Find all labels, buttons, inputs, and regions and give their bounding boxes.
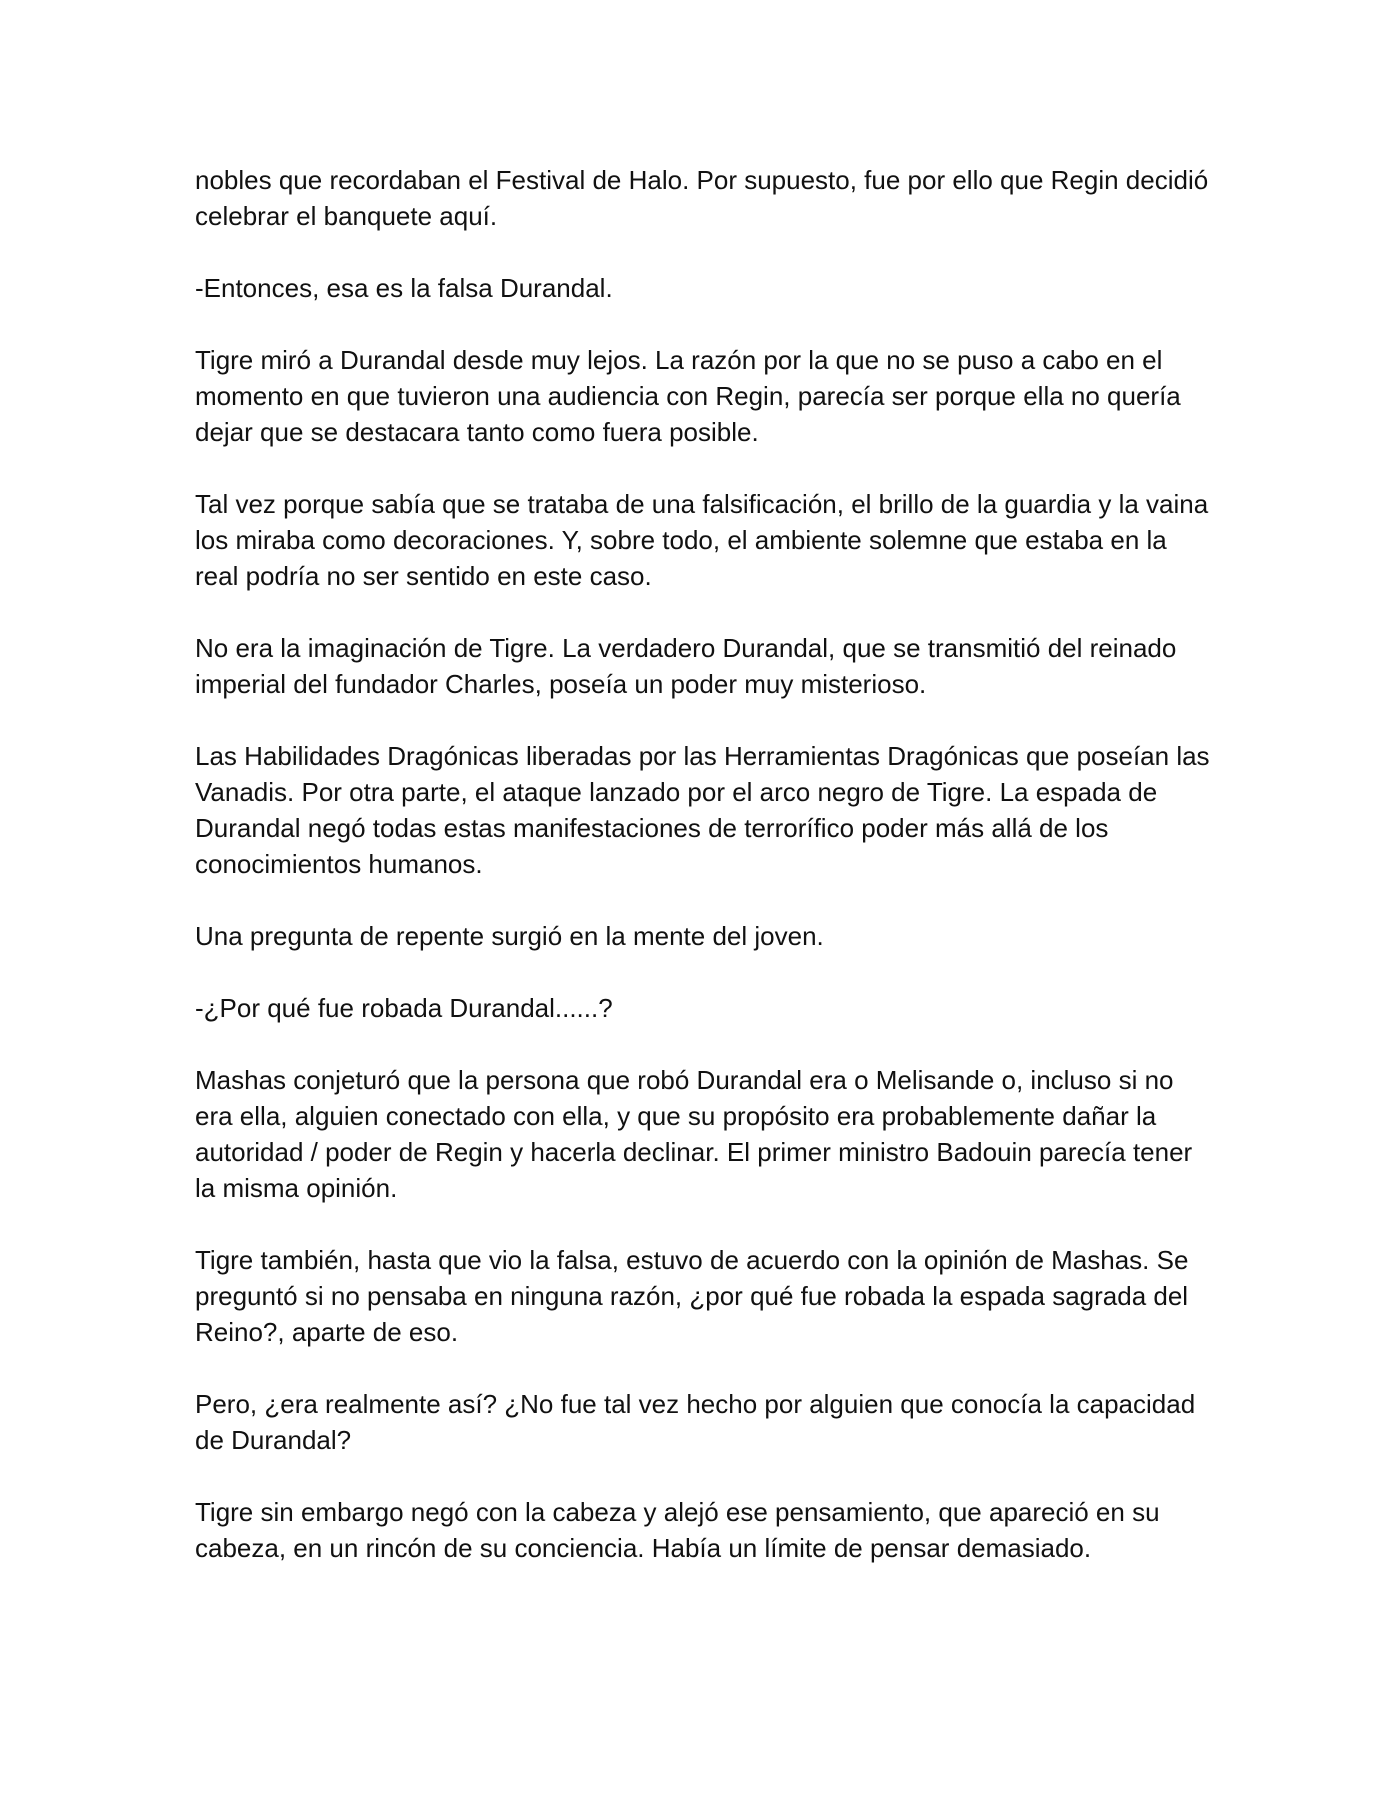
paragraph-10: Tigre también, hasta que vio la falsa, estuvo de acuerdo con la opinión de Mashas. Se preguntó si no pensaba en ninguna razón, ¿por qué fue robada la espada sagrada del Reino?, aparte de eso.	[195, 1245, 1189, 1347]
paragraph-6: Las Habilidades Dragónicas liberadas por las Herramientas Dragónicas que poseían las Vanadis. Por otra parte, el ataque lanzado por el arco negro de Tigre. La espada de Durandal negó todas estas manifestaciones de terrorífico poder más allá de los conocimientos humanos.	[195, 741, 1210, 879]
paragraph-1: nobles que recordaban el Festival de Halo. Por supuesto, fue por ello que Regin decidió celebrar el banquete aquí.	[195, 165, 1209, 231]
paragraph-7: Una pregunta de repente surgió en la mente del joven.	[195, 921, 824, 951]
document-body	[195, 162, 1215, 1602]
paragraph-2: -Entonces, esa es la falsa Durandal.	[195, 273, 613, 303]
paragraph-8: -¿Por qué fue robada Durandal......?	[195, 993, 613, 1023]
paragraph-5: No era la imaginación de Tigre. La verdadero Durandal, que se transmitió del reinado imperial del fundador Charles, poseía un poder muy misterioso.	[195, 633, 1177, 699]
paragraph-3: Tigre miró a Durandal desde muy lejos. La razón por la que no se puso a cabo en el momento en que tuvieron una audiencia con Regin, parecía ser porque ella no quería dejar que se destacara tanto como fuera posible.	[195, 345, 1181, 447]
paragraph-11: Pero, ¿era realmente así? ¿No fue tal vez hecho por alguien que conocía la capacidad de Durandal?	[195, 1389, 1196, 1455]
paragraph-12: Tigre sin embargo negó con la cabeza y alejó ese pensamiento, que apareció en su cabeza, en un rincón de su conciencia. Había un límite de pensar demasiado.	[195, 1497, 1160, 1563]
paragraph-4: Tal vez porque sabía que se trataba de una falsificación, el brillo de la guardia y la vaina los miraba como decoraciones. Y, sobre todo, el ambiente solemne que estaba en la real podría no ser sentido en este caso.	[195, 489, 1209, 591]
paragraph-9: Mashas conjeturó que la persona que robó Durandal era o Melisande o, incluso si no era ella, alguien conectado con ella, y que su propósito era probablemente dañar la autoridad / poder de Regin y hacerla declinar. El primer ministro Badouin parecía tener la misma opinión.	[195, 1065, 1193, 1203]
